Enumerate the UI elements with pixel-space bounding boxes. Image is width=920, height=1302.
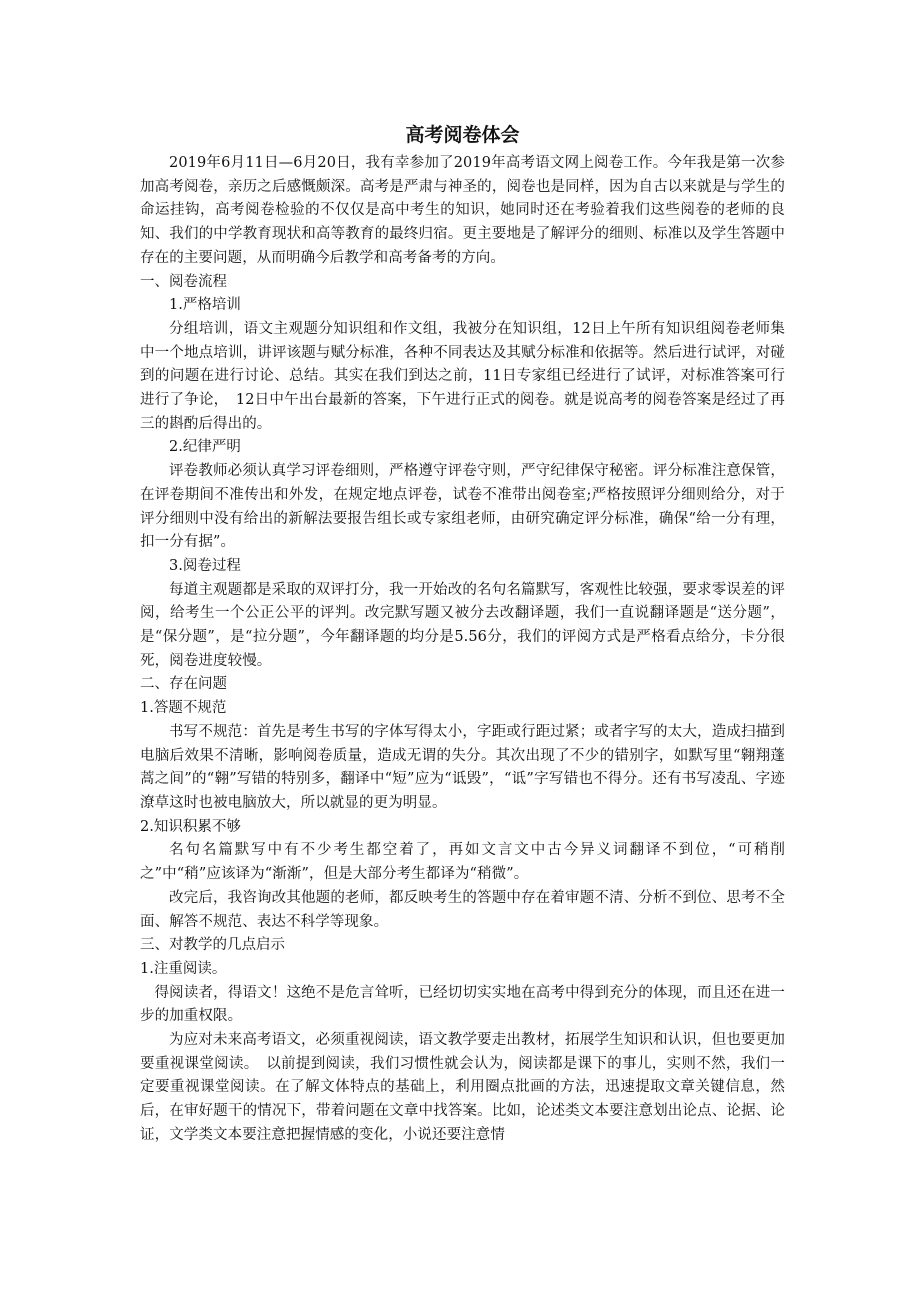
paragraph-discipline: 评卷教师必须认真学习评卷细则，严格遵守评卷守则，严守纪律保守秘密。评分标准注意保管，在评卷期间不准传出和外发，在规定地点评卷，试卷不准带出阅卷室;严格按照评分细则给分，对于评分细则中没有给出的新解法要报告组长或专家组老师，由研究确定评分标准，确保“给一分有理，扣一分有据”。 — [140, 463, 785, 551]
intro-paragraph: 2019年6月11日—6月20日，我有幸参加了2019年高考语文网上阅卷工作。今年我是第一次参加高考阅卷，亲历之后感慨颇深。高考是严肃与神圣的，阅卷也是同样，因为自古以来就是与学生的命运挂钩，高考阅卷检验的不仅仅是高中考生的知识，她同时还在考验着我们这些阅卷的老师的良知、我们的中学教育现状和高等教育的最终归宿。更主要地是了解评分的细则、标准以及学生答题中存在的主要问题，从而明确今后教学和高考备考的方向。 — [140, 155, 785, 266]
subheading-reading: 1.注重阅读。 — [140, 960, 227, 977]
document-body — [140, 118, 785, 1148]
subheading-discipline: 2.纪律严明 — [169, 439, 241, 456]
subheading-nonstandard-answers: 1.答题不规范 — [140, 700, 227, 717]
paragraph-knowledge: 名句名篇默写中有不少考生都空着了，再如文言文中古今异义词翻译不到位，“可稍削之”中“稍”应该译为“渐渐”，但是大部分考生都译为“稍微”。 — [140, 842, 785, 883]
subheading-grading-process: 3.阅卷过程 — [169, 557, 241, 574]
paragraph-grading-process: 每道主观题都是采取的双评打分，我一开始改的名句名篇默写，客观性比较强，要求零误差的评阅，给考生一个公正公平的评判。改完默写题又被分去改翻译题，我们一直说翻译题是“送分题”，是“保分题”，是“拉分题”，今年翻译题的均分是5.56分，我们的评阅方式是严格看点给分，卡分很死，阅卷进度较慢。 — [140, 581, 785, 669]
paragraph-classroom-reading: 为应对未来高考语文，必须重视阅读，语文教学要走出教材，拓展学生知识和认识，但也要更加要重视课堂阅读。 以前提到阅读，我们习惯性就会认为，阅读都是课下的事儿，实则不然，我们一定要重视课堂阅读。在了解文体特点的基础上，利用圈点批画的方法，迅速提取文章关键信息，然后，在审好题干的情况下，带着问题在文章中找答案。比如，论述类文本要注意划出论点、论据、论证，文学类文本要注意把握情感的变化，小说还要注意情 — [140, 1032, 785, 1143]
paragraph-nonstandard-answers: 书写不规范：首先是考生书写的字体写得太小，字距或行距过紧；或者字写的太大，造成扫描到电脑后效果不清晰，影响阅卷质量，造成无谓的失分。其次出现了不少的错别字，如默写里“翱翔蓬蒿之间”的“翱”写错的特别多，翻译中“短”应为“诋毁”，“诋”字写错也不得分。还有书写凌乱、字迹潦草这时也被电脑放大，所以就显的更为明显。 — [140, 723, 785, 811]
section-heading-teaching: 三、对教学的几点启示 — [140, 937, 285, 954]
paragraph-training: 分组培训，语文主观题分知识组和作文组，我被分在知识组，12日上午所有知识组阅卷老师集中一个地点培训，讲评该题与赋分标准，各种不同表达及其赋分标准和依据等。然后进行试评，对碰到的问题在进行讨论、总结。其实在我们到达之前，11日专家组已经进行了试评，对标准答案可行进行了争论， 12日中午出台最新的答案，下午进行正式的阅卷。就是说高考的阅卷答案是经过了再三的斟酌后得出的。 — [140, 320, 785, 432]
subheading-knowledge: 2.知识积累不够 — [140, 818, 241, 835]
section-heading-process: 一、阅卷流程 — [140, 273, 227, 290]
subheading-training: 1.严格培训 — [169, 297, 241, 314]
section-heading-problems: 二、存在问题 — [140, 676, 227, 693]
paragraph-other-feedback: 改完后，我咨询改其他题的老师，都反映考生的答题中存在着审题不清、分析不到位、思考不全面、解答不规范、表达不科学等现象。 — [140, 889, 785, 930]
paragraph-reading: 得阅读者，得语文！这绝不是危言耸听，已经切切实实地在高考中得到充分的体现，而且还在进一步的加重权限。 — [140, 984, 785, 1025]
document-title: 高考阅卷体会 — [405, 124, 520, 146]
